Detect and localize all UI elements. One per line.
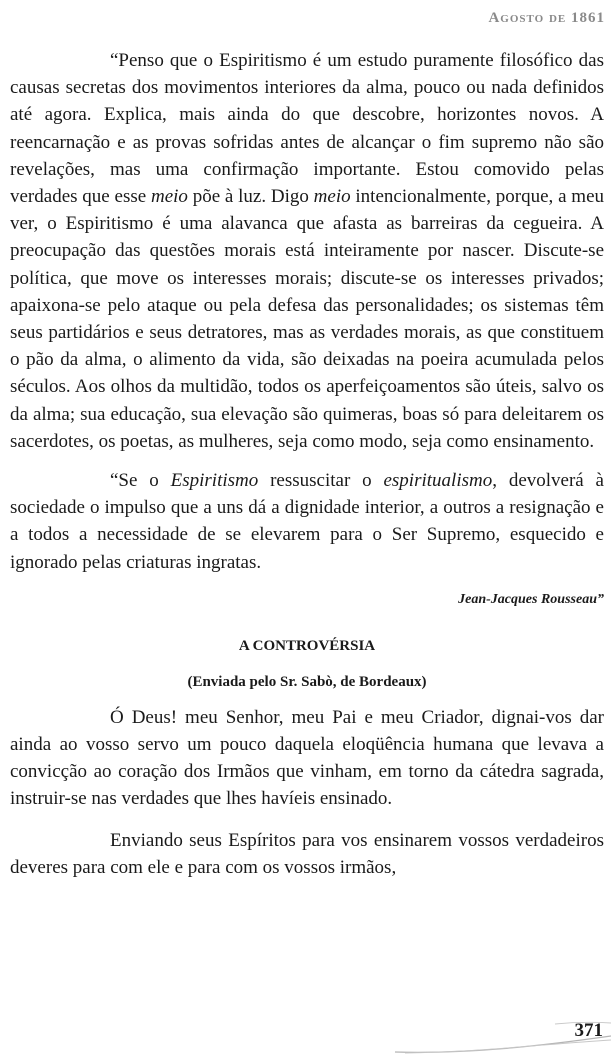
- section-subtitle: (Enviada pelo Sr. Sabò, de Bordeaux): [187, 673, 427, 690]
- footer-swash-ornament: [0, 1016, 611, 1056]
- paragraph-3: Ó Deus! meu Senhor, meu Pai e meu Criador, dignai-vos dar ainda ao vosso servo um pouco daquela eloqüência humana que levava a convicção ao coração dos Irmãos que vinham, em torno da cátedra sagrada, instruir-se nas verdades que lhes havíeis ensinado.: [10, 706, 604, 810]
- emphasis-meio: meio: [313, 186, 351, 208]
- emphasis-espiritismo: Espiritismo: [170, 470, 259, 492]
- signature: Jean-Jacques Rousseau”: [458, 591, 604, 607]
- page-footer: [0, 1016, 611, 1056]
- section-title: A CONTROVÉRSIA: [238, 637, 376, 654]
- paragraph-4: Enviando seus Espíritos para vos ensinarem vossos verdadeiros deveres para com ele e para com os vossos irmãos,: [10, 829, 604, 878]
- emphasis-espiritualismo: espiritualismo: [383, 470, 493, 492]
- page-number: 371: [574, 1020, 603, 1041]
- paragraph-1: “Penso que o Espiritismo é um estudo puramente filosófico das causas secretas dos movimentos interiores da alma, pouco ou nada definidos até agora. Explica, mais ainda do que descobre, horizontes novos. A reencarnação e as provas sofridas antes de alcançar o fim supremo não são revelações, mas uma confirmação importante. Estou comovido pelas verdades que esse meio põe à luz. Digo meio intencionalmente, porque, a meu ver, o Espiritismo é uma alavanca que afasta as barreiras da cegueira. A preocupação das questões morais está inteiramente por nascer. Discute-se política, que move os interesses morais; discute-se os interesses privados; apaixona-se pelo ataque ou pela defesa das personalidades; os sistemas têm seus partidários e seus detratores, mas as verdades morais, as que constituem o pão da alma, o alimento da vida, são deixadas na poeira acumulada pelos séculos. Aos olhos da multidão, todos os aperfeiçoamentos são úteis, salvo os da alma; sua educação, sua elevação são quimeras, boas só para deleitarem os sacerdotes, os poetas, as mulheres, seja como modo, seja como ensinamento.: [10, 50, 604, 452]
- emphasis-meio: meio: [150, 186, 188, 208]
- page-body: [10, 47, 604, 881]
- running-head: Agosto de 1861: [488, 10, 605, 26]
- paragraph-2: “Se o Espiritismo ressuscitar o espiritualismo, devolverá à sociedade o impulso que a uns dá a dignidade interior, a outros a resignação e a todos a necessidade de se elevarem para o Ser Supremo, esquecido e ignorado pelas criaturas ingratas.: [10, 470, 604, 573]
